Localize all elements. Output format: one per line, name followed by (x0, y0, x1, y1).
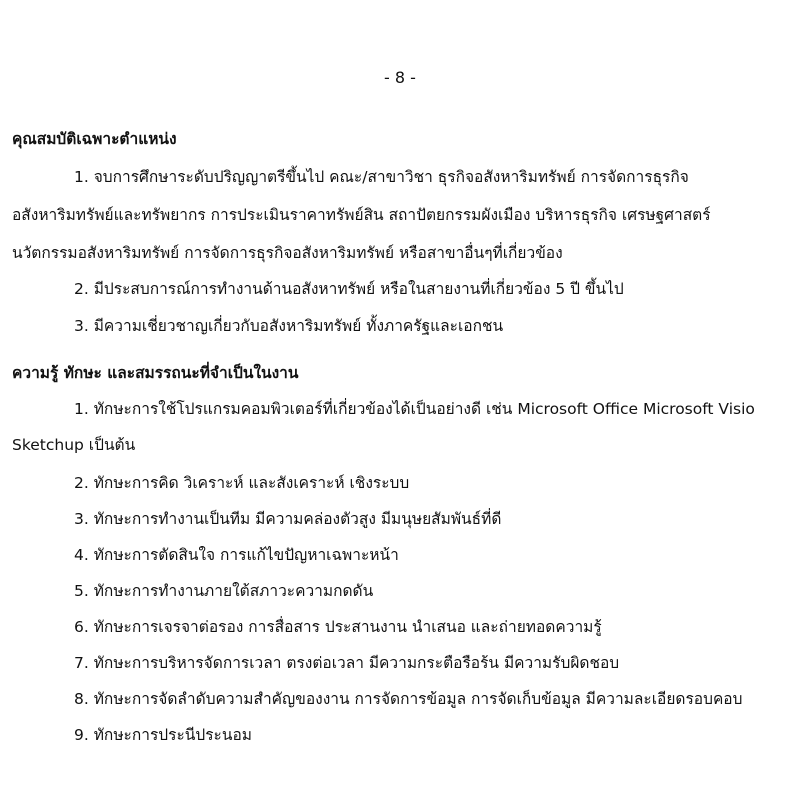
skill-item-6: 6. ทักษะการเจรจาต่อรอง การสื่อสาร ประสานงาน นำเสนอ และถ่ายทอดความรู้ (74, 618, 602, 636)
skill-item-8: 8. ทักษะการจัดลำดับความสำคัญของงาน การจัดการข้อมูล การจัดเก็บข้อมูล มีความละเอียดรอบคอบ (74, 690, 743, 708)
skill-item-2: 2. ทักษะการคิด วิเคราะห์ และสังเคราะห์ เชิงระบบ (74, 474, 410, 492)
skill-item-4: 4. ทักษะการตัดสินใจ การแก้ไขปัญหาเฉพาะหน้า (74, 546, 399, 564)
qualification-item-1-line-1: 1. จบการศึกษาระดับปริญญาตรีขึ้นไป คณะ/สาขาวิชา ธุรกิจอสังหาริมทรัพย์ การจัดการธุรกิจ (74, 168, 689, 186)
skill-item-3: 3. ทักษะการทำงานเป็นทีม มีความคล่องตัวสูง มีมนุษยสัมพันธ์ที่ดี (74, 510, 502, 528)
skill-item-7: 7. ทักษะการบริหารจัดการเวลา ตรงต่อเวลา มีความกระตือรือร้น มีความรับผิดชอบ (74, 654, 620, 672)
qualification-item-2: 2. มีประสบการณ์การทำงานด้านอสังหาทรัพย์ หรือในสายงานที่เกี่ยวข้อง 5 ปี ขึ้นไป (74, 280, 624, 298)
qualifications-heading: คุณสมบัติเฉพาะตำแหน่ง (12, 130, 177, 148)
skills-heading: ความรู้ ทักษะ และสมรรถนะที่จำเป็นในงาน (12, 364, 299, 382)
qualification-item-1-line-3: นวัตกรรมอสังหาริมทรัพย์ การจัดการธุรกิจอสังหาริมทรัพย์ หรือสาขาอื่นๆที่เกี่ยวข้อง (12, 244, 563, 262)
skill-item-1-line-1: 1. ทักษะการใช้โปรแกรมคอมพิวเตอร์ที่เกี่ยวข้องได้เป็นอย่างดี เช่น Microsoft Office Microsoft Visio (74, 400, 755, 418)
qualification-item-3: 3. มีความเชี่ยวชาญเกี่ยวกับอสังหาริมทรัพย์ ทั้งภาครัฐและเอกชน (74, 317, 504, 335)
skill-item-9: 9. ทักษะการประนีประนอม (74, 726, 252, 744)
page-number: - 8 - (384, 68, 416, 87)
qualification-item-1-line-2: อสังหาริมทรัพย์และทรัพยากร การประเมินราคาทรัพย์สิน สถาปัตยกรรมผังเมือง บริหารธุรกิจ เศรษฐศาสตร์ (12, 206, 711, 224)
skill-item-1-line-2: Sketchup เป็นต้น (12, 436, 136, 454)
skill-item-5: 5. ทักษะการทำงานภายใต้สภาวะความกดดัน (74, 582, 374, 600)
